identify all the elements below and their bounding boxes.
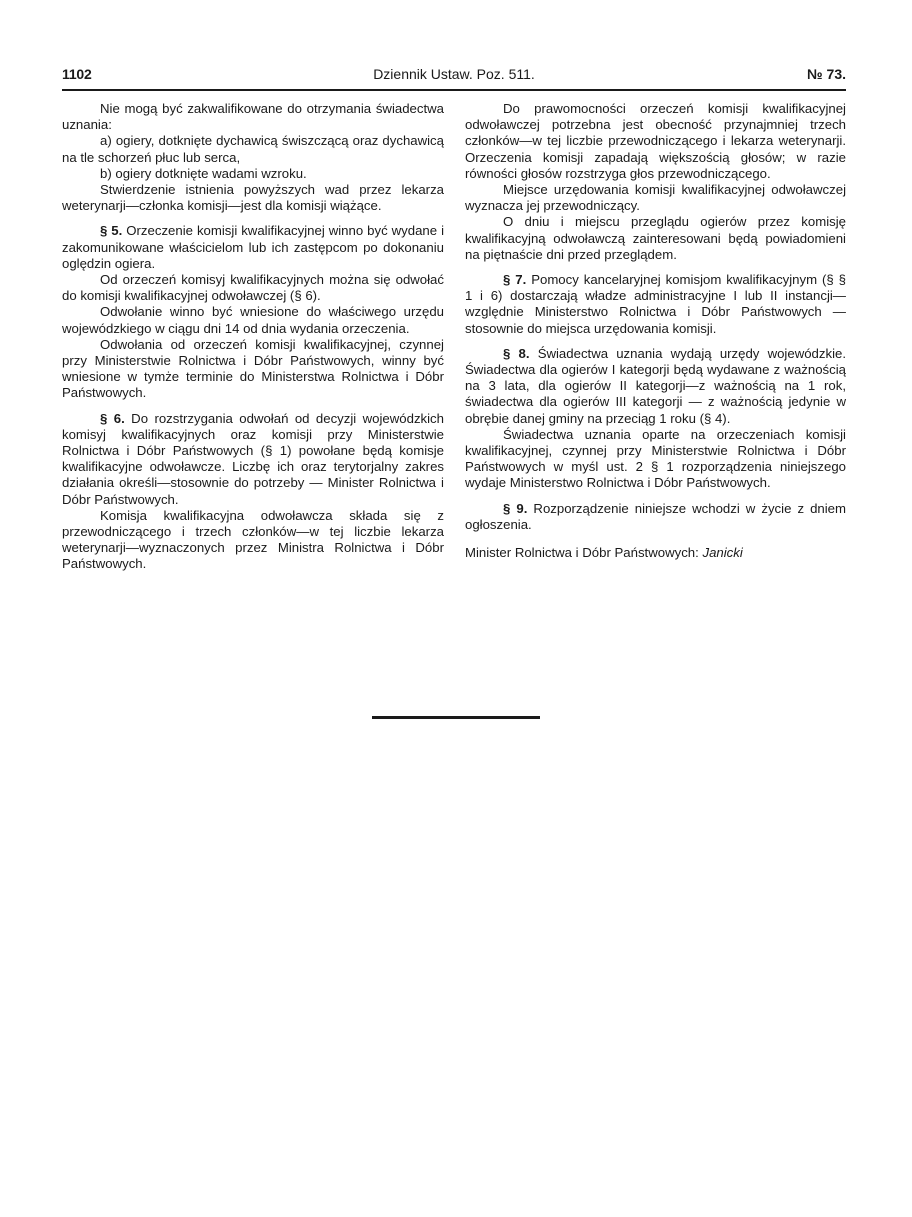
paragraph: Stwierdzenie istnienia powyższych wad przez lekarza weterynarji—członka komisji—jest dla komisji wiążące. xyxy=(62,182,444,214)
paragraph-text: Rozporządzenie niniejsze wchodzi w życie z dniem ogłoszenia. xyxy=(465,500,846,532)
paragraph: b) ogiery dotknięte wadami wzroku. xyxy=(100,165,307,181)
signature-line xyxy=(465,545,846,561)
signature-title: Minister Rolnictwa i Dóbr Państwowych: xyxy=(465,545,699,561)
paragraph-text: Świadectwa uznania wydają urzędy wojewódzkie. Świadectwa dla ogierów I kategorji będą wydawane z ważnością na 3 lata, dla ogierów II kategorji—z ważnością na 1 rok, świadectwa dla ogierów III kategorji — z ważnością jedynie w obrębie danej gminy na przeciąg 1 roku (§ 4). xyxy=(465,345,846,426)
section-8 xyxy=(465,346,846,427)
section-9 xyxy=(465,501,846,533)
paragraph: Do prawomocności orzeczeń komisji kwalifikacyjnej odwoławczej potrzebna jest obecność przynajmniej trzech członków—w tej liczbie przewodniczącego i lekarza weterynarji. Orzeczenia komisji zapadają większością głosów; w razie równości głosów rozstrzyga głos przewodniczącego. xyxy=(465,101,846,181)
journal-title: Dziennik Ustaw. Poz. 511. xyxy=(373,66,535,82)
paragraph: a) ogiery, dotknięte dychawicą świszczącą oraz dychawicą na tle schorzeń płuc lub serca, xyxy=(62,133,444,165)
signature-name: Janicki xyxy=(702,545,743,561)
section-number: § 5. xyxy=(100,223,123,239)
left-column xyxy=(62,101,444,573)
paragraph: Odwołanie winno być wniesione do właściwego urzędu wojewódzkiego w ciągu dni 14 od dnia wydania orzeczenia. xyxy=(62,304,444,336)
paragraph: Nie mogą być zakwalifikowane do otrzymania świadectwa uznania: xyxy=(62,101,444,133)
paragraph: Miejsce urzędowania komisji kwalifikacyjnej odwoławczej wyznacza jej przewodniczący. xyxy=(465,182,846,214)
paragraph-text: Orzeczenie komisji kwalifikacyjnej winno być wydane i zakomunikowane właścicielom lub ich zastępcom po dokonaniu oględzin ogiera. xyxy=(62,223,444,271)
section-7 xyxy=(465,272,846,337)
header-rule xyxy=(62,89,846,91)
section-number: § 6. xyxy=(100,410,125,426)
paragraph: Świadectwa uznania oparte na orzeczeniach komisji kwalifikacyjnej, czynnej przy Ministerstwie Rolnictwa i Dóbr Państwowych w myśl ust. 2 § 1 rozporządzenia niniejszego wydaje Ministerstwo Rolnictwa i Dóbr Państwowych. xyxy=(465,426,846,491)
paragraph: Komisja kwalifikacyjna odwoławcza składa się z przewodniczącego i trzech członków—w tej liczbie lekarza weterynarji—wyznaczonych przez Ministra Rolnictwa i Dóbr Państwowych. xyxy=(62,507,444,572)
issue-number: № 73. xyxy=(807,66,846,82)
section-6 xyxy=(62,411,444,508)
paragraph: Od orzeczeń komisyj kwalifikacyjnych można się odwołać do komisji kwalifikacyjnej odwoławczej (§ 6). xyxy=(62,272,444,304)
section-number: § 7. xyxy=(503,272,527,288)
section-5 xyxy=(62,223,444,272)
section-number: § 9. xyxy=(503,500,528,516)
paragraph: O dniu i miejscu przeglądu ogierów przez komisję kwalifikacyjną odwoławczą zainteresowani będą powiadomieni na piętnaście dni przed przeglądem. xyxy=(465,214,846,262)
right-column xyxy=(465,101,846,561)
page-header xyxy=(62,66,846,88)
paragraph-text: Do rozstrzygania odwołań od decyzji wojewódzkich komisyj kwalifikacyjnych oraz komisji przy Ministerstwie Rolnictwa i Dóbr Państwowych (§ 1) powołane będą komisje kwalifikacyjne odwoławcze. Liczbę ich oraz terytorjalny zakres działania określi—stosownie do potrzeby — Minister Rolnictwa i Dóbr Państwowych. xyxy=(62,410,444,507)
paragraph-text: Pomocy kancelaryjnej komisjom kwalifikacyjnym (§ § 1 i 6) dostarczają władze administracyjne I lub II instancji—względnie Ministerstwo Rolnictwa i Dóbr Państwowych — stosownie do miejsca urzędowania komisji. xyxy=(465,272,846,336)
end-rule xyxy=(372,716,540,719)
section-number: § 8. xyxy=(503,345,530,361)
paragraph: Odwołania od orzeczeń komisji kwalifikacyjnej, czynnej przy Ministerstwie Rolnictwa i Dóbr Państwowych, winny być wniesione w tymże terminie do Ministerstwa Rolnictwa i Dóbr Państwowych. xyxy=(62,336,444,401)
page-number: 1102 xyxy=(62,66,92,82)
